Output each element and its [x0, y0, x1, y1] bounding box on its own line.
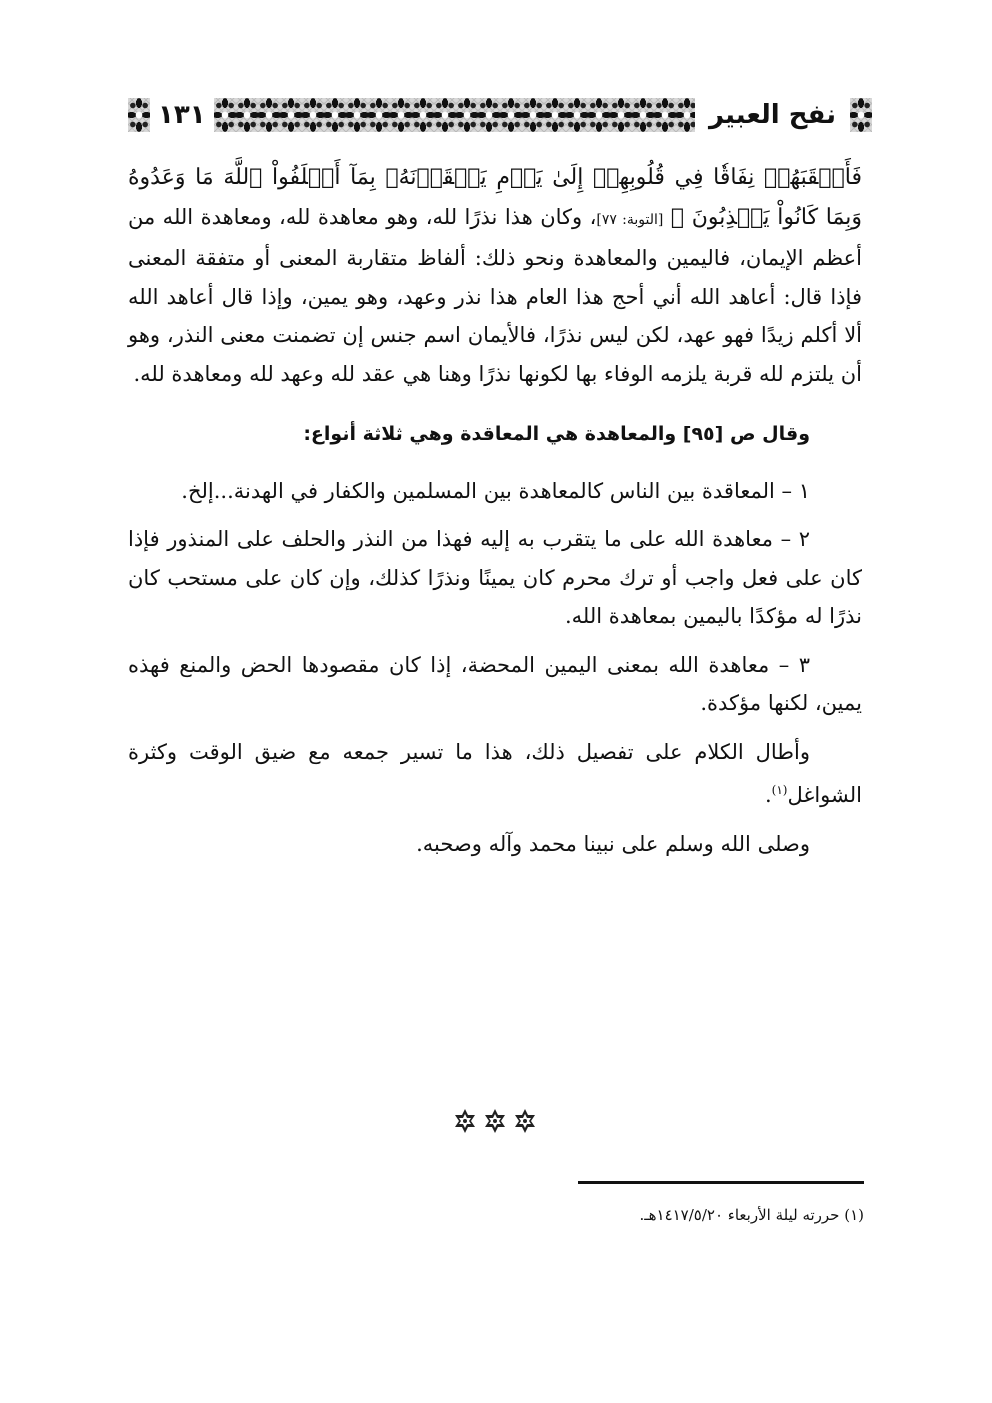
ornament-icon — [128, 98, 150, 132]
paragraph-text: ، وكان هذا نذرًا لله، وهو معاهدة لله، ومعاهدة الله من أعظم الإيمان، فاليمين والمعاهدة ونحو ذلك: ألفاظ متقاربة المعنى أو متفقة المعنى فإذا قال: أعاهد الله أني أحج هذا العام هذا نذر وعهد، وهو يمين، وإذا قال أعاهد الله ألا أكلم زيدًا فهو عهد، لكن ليس نذرًا، فالأيمان اسم جنس إن تضمنت معنى النذر، وهو أن يلتزم لله قربة يلزمه الوفاء بها لكونها نذرًا وهنا هي عقد لله وعهد لله ومعاهدة لله. — [128, 204, 862, 386]
book-title: نفح العبير — [708, 100, 836, 130]
list-item: ١ – المعاقدة بين الناس كالمعاهدة بين المسلمين والكفار في الهدنة...إلخ. — [181, 478, 810, 503]
star-ornament-icon — [454, 1108, 476, 1134]
section-end-ornament — [440, 1108, 550, 1134]
list-item: ٣ – معاهدة الله بمعنى اليمين المحضة، إذا كان مقصودها الحض والمنع فهذه يمين، لكنها مؤكدة. — [128, 652, 862, 715]
paragraph-text: وأطال الكلام على تفصيل ذلك، هذا ما تسير جمعه مع ضيق الوقت وكثرة الشواغل — [128, 739, 862, 807]
paragraph-quran — [128, 158, 862, 393]
paragraph — [128, 733, 862, 815]
star-ornament-icon — [514, 1108, 536, 1134]
verse-reference: [التوبة: ٧٧] — [596, 211, 664, 228]
footnote-marker[interactable]: (١) — [771, 783, 788, 797]
quran-verse: فَأَعۡقَبَهُمۡ نِفَاقٗا فِي قُلُوبِهِمۡ إِلَىٰ يَوۡمِ يَلۡقَوۡنَهُۥ بِمَآ أَخۡلَفُواْ ٱللَّهَ مَا وَعَدُوهُ وَبِمَا كَانُواْ يَكۡذِبُونَ ﴾ — [128, 165, 862, 230]
ornament-icon — [850, 98, 872, 132]
paragraph-end: . — [764, 783, 772, 807]
body-text — [128, 158, 862, 863]
page-header — [128, 95, 872, 135]
footnote: (١) حررته ليلة الأربعاء ١٤١٧/٥/٢٠هـ. — [639, 1206, 864, 1224]
list-item: ٢ – معاهدة الله على ما يتقرب به إليه فهذا من النذر والحلف على المنذور فإذا كان على فعل واجب أو ترك محرم كان يمينًا ونذرًا كذلك، وإن كان على مستحب كان نذرًا له مؤكدًا باليمين بمعاهدة الله. — [128, 527, 862, 628]
closing-line: وصلى الله وسلم على نبينا محمد وآله وصحبه. — [416, 831, 810, 856]
ornament-band-icon — [214, 98, 695, 132]
footnote-separator — [578, 1181, 864, 1184]
star-ornament-icon — [484, 1108, 506, 1134]
section-heading: وقال ص [٩٥] والمعاهدة هي المعاقدة وهي ثلاثة أنواع: — [303, 423, 810, 445]
page-number: ١٣١ — [158, 100, 206, 130]
